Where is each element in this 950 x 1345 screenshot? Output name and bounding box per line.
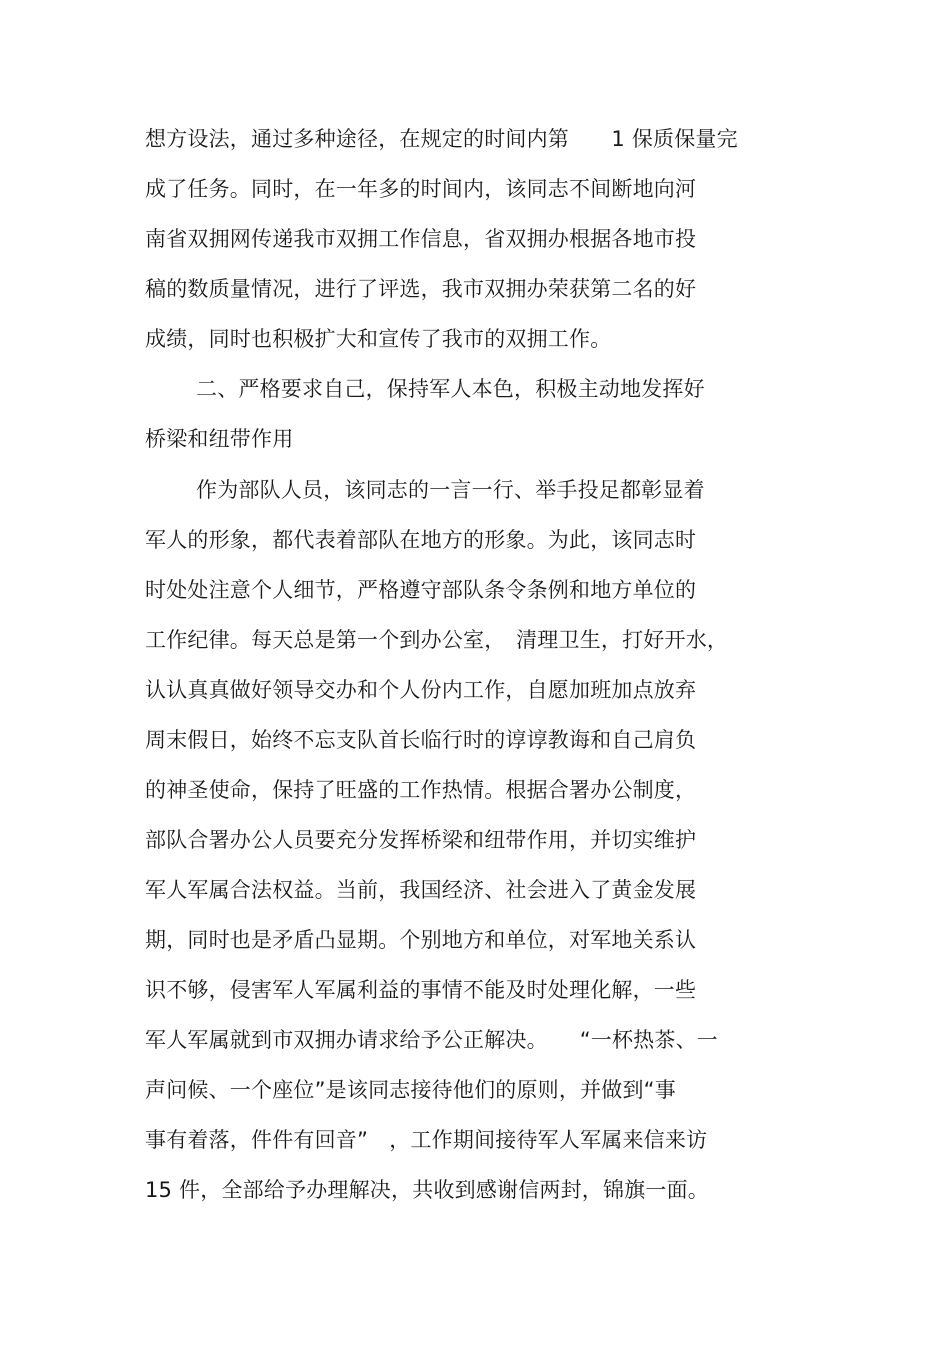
text-line: 军人军属就到市双拥办请求给予公正解决。 “一杯热茶、一 bbox=[145, 1028, 718, 1052]
text-line: 部队合署办公人员要充分发挥桥梁和纽带作用，并切实维护 bbox=[145, 828, 697, 852]
text-line: 军人军属合法权益。当前，我国经济、社会进入了黄金发展 bbox=[145, 878, 697, 902]
text-line: 的神圣使命，保持了旺盛的工作热情。根据合署办公制度， bbox=[145, 778, 697, 802]
text-line: 事有着落，件件有回音” ，工作期间接待军人军属来信来访 bbox=[145, 1128, 708, 1152]
text-line: 成了任务。同时，在一年多的时间内，该同志不间断地向河 bbox=[145, 177, 697, 201]
text-line: 识不够，侵害军人军属利益的事情不能及时处理化解，一些 bbox=[145, 978, 697, 1002]
section-heading: 二、严格要求自己，保持军人本色，积极主动地发挥好 bbox=[196, 377, 705, 401]
text-line: 15 件，全部给予办理解决，共收到感谢信两封，锦旗一面。 bbox=[145, 1178, 709, 1202]
section-heading-cont: 桥梁和纽带作用 bbox=[145, 427, 294, 451]
text-line: 军人的形象，都代表着部队在地方的形象。为此，该同志时 bbox=[145, 528, 697, 552]
text-line: 期，同时也是矛盾凸显期。个别地方和单位，对军地关系认 bbox=[145, 928, 697, 952]
text-line: 南省双拥网传递我市双拥工作信息，省双拥办根据各地市投 bbox=[145, 227, 697, 251]
text-line: 周末假日，始终不忘支队首长临行时的谆谆教诲和自己肩负 bbox=[145, 728, 697, 752]
text-line: 时处处注意个人细节，严格遵守部队条令条例和地方单位的 bbox=[145, 578, 697, 602]
text-line: 工作纪律。每天总是第一个到办公室， 清理卫生，打好开水， bbox=[145, 628, 729, 652]
text-line: 成绩，同时也积极扩大和宣传了我市的双拥工作。 bbox=[145, 327, 612, 351]
paragraph-start: 作为部队人员，该同志的一言一行、举手投足都彰显着 bbox=[196, 478, 705, 502]
text-line: 稿的数质量情况，进行了评选，我市双拥办荣获第二名的好 bbox=[145, 277, 697, 301]
text-line: 声问候、一个座位”是该同志接待他们的原则，并做到“事 bbox=[145, 1078, 676, 1102]
text-line: 认认真真做好领导交办和个人份内工作，自愿加班加点放弃 bbox=[145, 678, 697, 702]
text-line: 想方设法，通过多种途径，在规定的时间内第 1 保质保量完 bbox=[145, 127, 738, 151]
